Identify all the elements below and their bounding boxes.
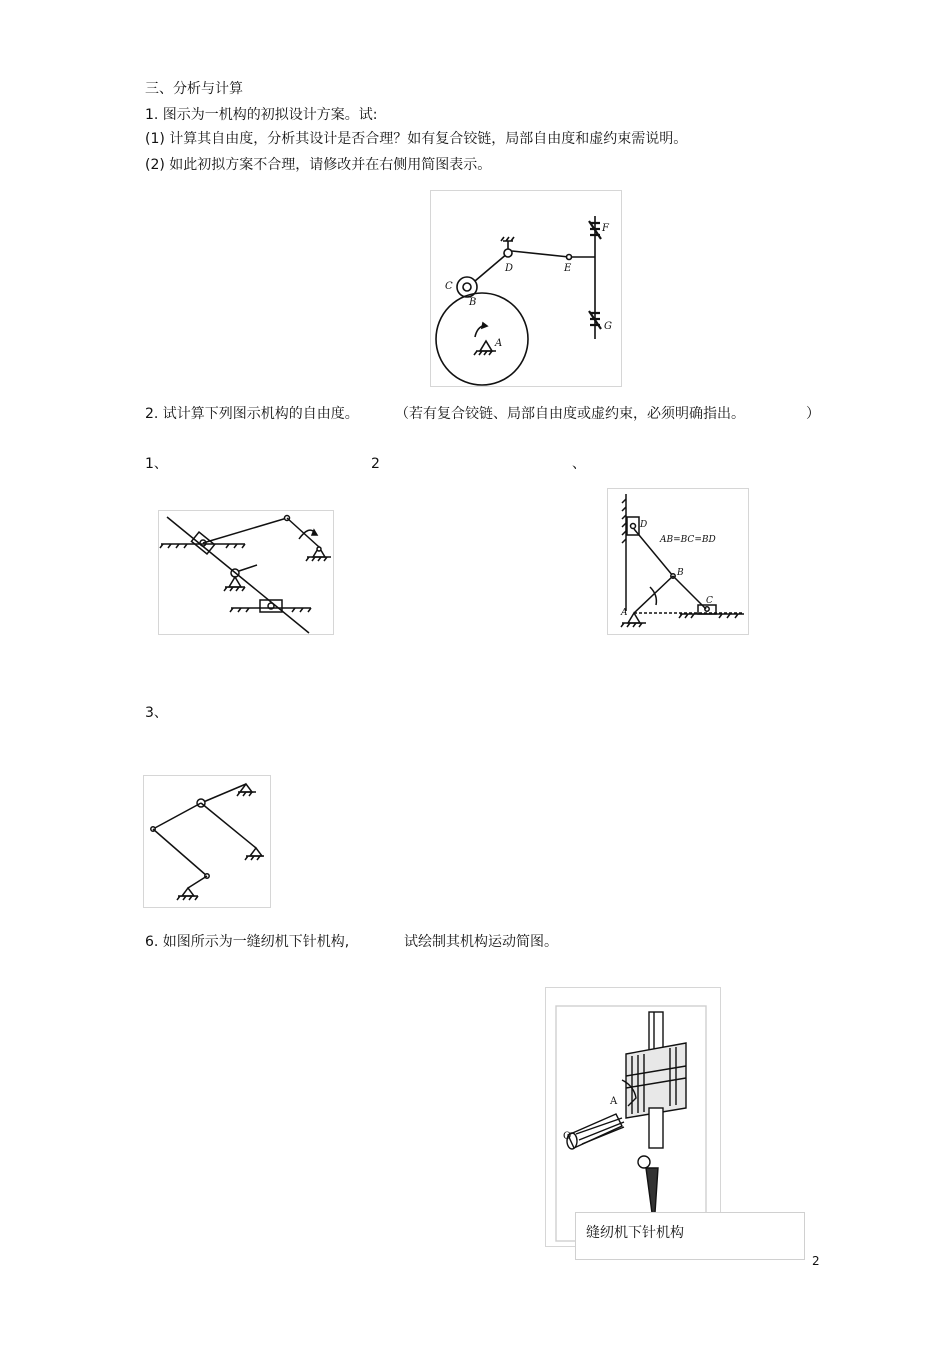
label-e: E (564, 263, 572, 274)
label-c: C (706, 596, 713, 606)
question-2-title: 2. 试计算下列图示机构的自由度。 (145, 406, 359, 422)
figure-caption (575, 1212, 805, 1260)
label-c: C (445, 281, 453, 292)
caption-text: 缝纫机下针机构 (586, 1225, 684, 1241)
section-heading: 三、分析与计算 (145, 81, 243, 97)
sub-question-2-mark: 、 (572, 456, 586, 472)
question-2-note: （若有复合铰链、局部自由度或虚约束，必须明确指出。 (395, 406, 745, 422)
mechanism-figure-2-1 (158, 510, 334, 635)
question-6-title-tail: 试绘制其机构运动简图。 (404, 934, 558, 950)
sub-question-1-label: 1、 (145, 456, 168, 472)
question-6-title: 6. 如图所示为一缝纫机下针机构, (145, 934, 350, 950)
question-2-note-close: ） (806, 406, 820, 422)
label-f: F (602, 223, 609, 234)
label-o: O (563, 1131, 572, 1142)
sewing-machine-figure (545, 987, 721, 1247)
mechanism-figure-2-2 (607, 488, 749, 635)
question-1-item-2: (2) 如此初拟方案不合理，请修改并在右侧用简图表示。 (145, 157, 492, 173)
label-b: B (469, 297, 477, 308)
mechanism-figure-2-3 (143, 775, 271, 908)
label-b: B (677, 568, 684, 578)
label-a: A (610, 1096, 618, 1107)
mechanism-figure-1 (430, 190, 622, 387)
sub-question-2-label: 2 (371, 456, 380, 472)
sub-question-3-label: 3、 (145, 705, 168, 721)
question-1-item-1: (1) 计算其自由度，分析其设计是否合理？如有复合铰链，局部自由度和虚约束需说明。 (145, 131, 688, 147)
label-d: D (640, 520, 648, 530)
label-a: A (621, 608, 628, 618)
label-equation: AB=BC=BD (660, 535, 716, 545)
label-a: A (495, 338, 503, 349)
page-number: 2 (812, 1254, 820, 1268)
question-1-title: 1. 图示为一机构的初拟设计方案。试: (145, 107, 378, 123)
label-d: D (505, 263, 514, 274)
label-g: G (604, 321, 612, 332)
